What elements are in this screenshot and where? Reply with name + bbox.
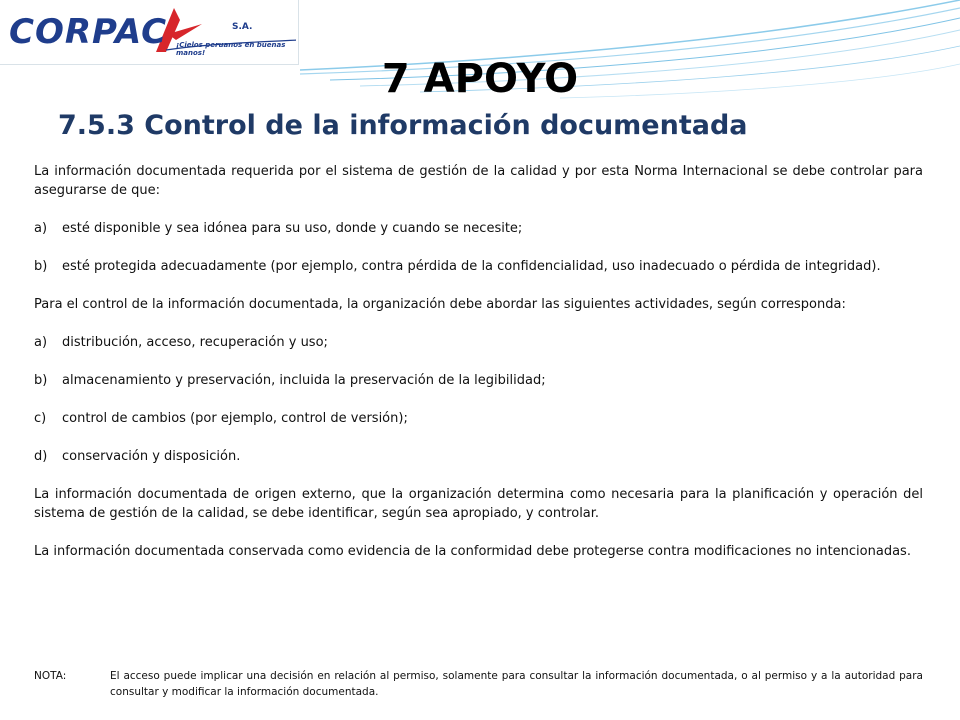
document-body bbox=[34, 162, 923, 561]
list-item-text: control de cambios (por ejemplo, control de versión); bbox=[62, 411, 408, 426]
intro-paragraph: La información documentada requerida por el sistema de gestión de la calidad y por esta Norma Internacional se debe controlar para asegurarse de que: bbox=[34, 164, 923, 198]
list-item-text: almacenamiento y preservación, incluida la preservación de la legibilidad; bbox=[62, 373, 546, 388]
logo-suffix: S.A. bbox=[232, 22, 253, 32]
evidence-paragraph: La información documentada conservada como evidencia de la conformidad debe protegerse contra modificaciones no intencionadas. bbox=[34, 544, 911, 559]
note-label: NOTA: bbox=[34, 670, 67, 682]
list-item bbox=[34, 219, 923, 238]
list-item-text: conservación y disposición. bbox=[62, 449, 241, 464]
list-item-label: c) bbox=[34, 411, 47, 426]
external-info-paragraph: La información documentada de origen externo, que la organización determina como necesaria para la planificación y operación del sistema de gestión de la calidad, se debe identificar, según sea apropiado, y controlar. bbox=[34, 487, 923, 521]
list-item-label: a) bbox=[34, 335, 48, 350]
logo-wordmark: CORPAC bbox=[9, 12, 168, 52]
list-item-label: a) bbox=[34, 221, 48, 236]
list-item bbox=[34, 409, 923, 428]
list-item bbox=[34, 333, 923, 352]
list-item-text: esté disponible y sea idónea para su uso, donde y cuando se necesite; bbox=[62, 221, 523, 236]
list-item-label: d) bbox=[34, 449, 48, 464]
list-item bbox=[34, 371, 923, 390]
logo-tagline: ¡Cielos peruanos en buenas manos! bbox=[176, 41, 286, 57]
section-subtitle: 7.5.3 Control de la información documentada bbox=[58, 110, 748, 141]
list-item-text: distribución, acceso, recuperación y uso; bbox=[62, 335, 328, 350]
page-title: 7 APOYO bbox=[381, 56, 579, 102]
list-item-label: b) bbox=[34, 259, 48, 274]
note-block bbox=[34, 668, 923, 700]
list-item-label: b) bbox=[34, 373, 48, 388]
controls-paragraph: Para el control de la información documentada, la organización debe abordar las siguientes actividades, según corresponda: bbox=[34, 297, 846, 312]
list-item-text: esté protegida adecuadamente (por ejemplo, contra pérdida de la confidencialidad, uso inadecuado o pérdida de integridad). bbox=[62, 259, 881, 274]
list-item bbox=[34, 447, 923, 466]
list-item bbox=[34, 257, 923, 276]
note-text: El acceso puede implicar una decisión en relación al permiso, solamente para consultar la información documentada, o al permiso y a la autoridad para consultar y modificar la información documentada. bbox=[110, 670, 923, 698]
